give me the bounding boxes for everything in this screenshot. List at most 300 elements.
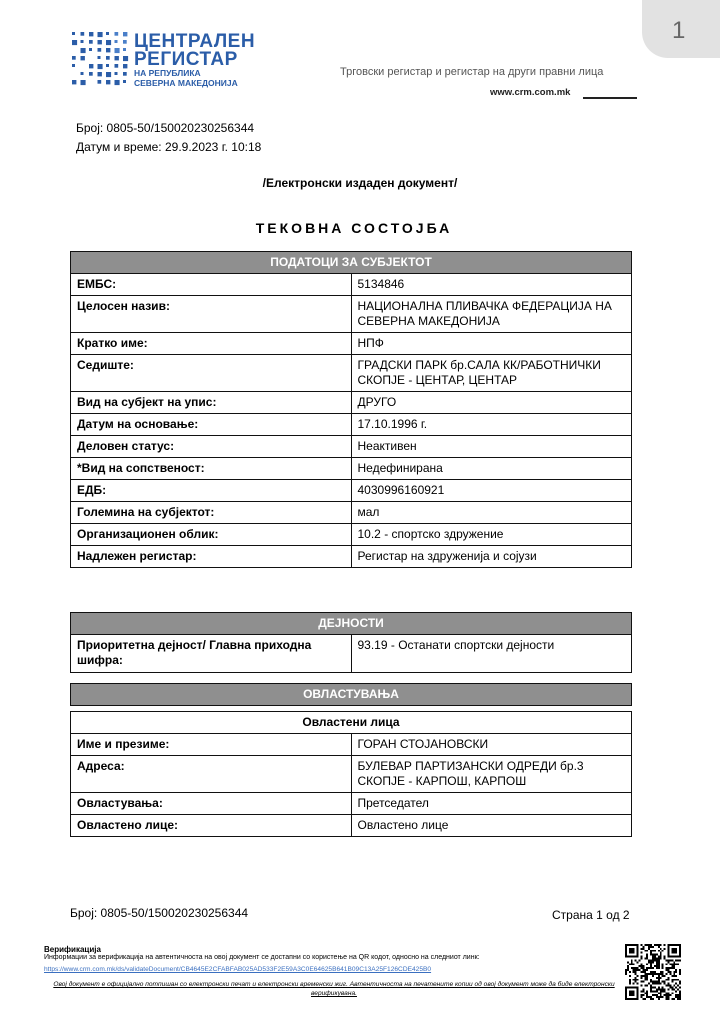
qr-module [650, 950, 652, 952]
verification-link[interactable]: https://www.crm.com.mk/ds/validateDocument/CB4645E2CFABFAB025AD533F2E59A3C0E64625B641B09C13A25F126CDE425B0 [44, 966, 432, 973]
qr-module [667, 961, 669, 963]
qr-module [656, 981, 658, 983]
qr-module [658, 963, 660, 965]
qr-module [654, 971, 656, 973]
qr-module [671, 967, 673, 969]
qr-module [660, 948, 662, 950]
qr-module [652, 981, 654, 983]
qr-module [675, 959, 677, 961]
qr-module [650, 959, 652, 961]
qr-module [660, 973, 662, 975]
qr-module [671, 981, 673, 983]
logo-dot [98, 80, 102, 84]
qr-module [639, 959, 641, 961]
qr-module [648, 946, 650, 948]
qr-module [656, 988, 658, 990]
qr-module [673, 971, 675, 973]
qr-module [656, 963, 658, 965]
qr-module [679, 981, 681, 983]
qr-module [640, 975, 642, 977]
qr-module [629, 983, 631, 985]
qr-module [652, 954, 654, 956]
qr-module [640, 958, 642, 960]
qr-module [629, 981, 631, 983]
qr-module [652, 967, 654, 969]
verification-text: Информации за верификација на автентичноста на овој документ се достапни со користење на QR кодот, односно на следниот линк: [44, 954, 480, 961]
qr-module [644, 944, 646, 946]
qr-module [679, 971, 681, 973]
qr-module [637, 975, 639, 977]
qr-module [662, 981, 664, 983]
qr-module [679, 996, 681, 998]
qr-module [642, 967, 644, 969]
qr-module [667, 967, 669, 969]
qr-module [646, 977, 648, 979]
logo-dot [72, 56, 76, 60]
qr-module [658, 986, 660, 988]
qr-module [644, 973, 646, 975]
qr-module [648, 959, 650, 961]
row-value: ГРАДСКИ ПАРК бр.САЛА КК/РАБОТНИЧКИ СКОПЈЕ - ЦЕНТАР, ЦЕНТАР [351, 355, 632, 392]
row-label: Деловен статус: [71, 436, 352, 458]
qr-module [658, 992, 660, 994]
qr-module [640, 944, 642, 946]
section-header-row [71, 252, 632, 274]
qr-module [640, 990, 642, 992]
table-row [71, 734, 632, 756]
qr-module [656, 958, 658, 960]
row-label: Големина на субјектот: [71, 502, 352, 524]
qr-module [664, 988, 666, 990]
qr-module [656, 967, 658, 969]
section-header: ОВЛАСТУВАЊА [71, 684, 632, 706]
qr-module [633, 971, 635, 973]
qr-module [652, 998, 654, 1000]
qr-module [675, 996, 677, 998]
table-row [71, 333, 632, 355]
row-value: ГОРАН СТОЈАНОВСКИ [351, 734, 632, 756]
table-row [71, 414, 632, 436]
row-label: Седиште: [71, 355, 352, 392]
row-value: ДРУГО [351, 392, 632, 414]
row-value: Регистар на здруженија и сојузи [351, 546, 632, 568]
qr-module [679, 994, 681, 996]
qr-module [660, 958, 662, 960]
qr-module [646, 963, 648, 965]
qr-module [658, 979, 660, 981]
row-value: 93.19 - Останати спортски дејности [351, 635, 632, 673]
table-row [71, 756, 632, 793]
qr-module [640, 981, 642, 983]
qr-module [650, 985, 652, 987]
qr-module [667, 979, 669, 981]
qr-module [648, 973, 650, 975]
qr-module [677, 959, 679, 961]
qr-module [646, 975, 648, 977]
qr-module [631, 959, 633, 961]
logo-dot [81, 56, 85, 60]
qr-module [658, 958, 660, 960]
qr-module [635, 969, 637, 971]
qr-module [666, 992, 668, 994]
qr-module [654, 965, 656, 967]
logo-text-line3: НА РЕПУБЛИКА [134, 68, 201, 78]
qr-module [656, 973, 658, 975]
qr-module [648, 961, 650, 963]
qr-module [673, 963, 675, 965]
qr-module [652, 973, 654, 975]
subject-data-table [70, 251, 632, 568]
qr-module [662, 990, 664, 992]
qr-module [637, 969, 639, 971]
qr-module [642, 988, 644, 990]
table-row [71, 793, 632, 815]
logo-dot [98, 40, 102, 44]
qr-module [658, 959, 660, 961]
qr-module [666, 994, 668, 996]
logo-dot [89, 72, 93, 76]
qr-module [666, 998, 668, 1000]
qr-module [646, 969, 648, 971]
qr-module [646, 954, 648, 956]
logo-dot [98, 48, 102, 52]
logo-dot [106, 32, 109, 35]
qr-module [667, 969, 669, 971]
qr-module [664, 990, 666, 992]
logo-dot [98, 64, 103, 69]
row-label: ЕДБ: [71, 480, 352, 502]
qr-module [658, 950, 660, 952]
qr-module [629, 975, 631, 977]
qr-module [673, 967, 675, 969]
qr-module [679, 969, 681, 971]
qr-module [660, 971, 662, 973]
section-header-row [71, 613, 632, 635]
subsection-header-row [71, 712, 632, 734]
qr-module [675, 971, 677, 973]
qr-module [667, 977, 669, 979]
row-value: БУЛЕВАР ПАРТИЗАНСКИ ОДРЕДИ бр.3 СКОПЈЕ - КАРПОШ, КАРПОШ [351, 756, 632, 793]
electronic-document-note: /Електронски издаден документ/ [262, 176, 458, 190]
qr-module [671, 959, 673, 961]
qr-module [675, 963, 677, 965]
qr-module [662, 973, 664, 975]
qr-module [675, 979, 677, 981]
table-row [71, 458, 632, 480]
qr-module [646, 958, 648, 960]
qr-module [625, 973, 627, 975]
qr-module [667, 992, 669, 994]
logo-dot [115, 72, 118, 75]
qr-module [642, 994, 644, 996]
qr-module [658, 967, 660, 969]
qr-module [652, 983, 654, 985]
activities-table [70, 612, 632, 673]
subsection-header: Овластени лица [71, 712, 632, 734]
qr-module [658, 981, 660, 983]
row-label: Целосен назив: [71, 296, 352, 333]
qr-module [662, 971, 664, 973]
qr-module [646, 973, 648, 975]
logo-text-line2: РЕГИСТАР [134, 49, 238, 70]
qr-module [679, 990, 681, 992]
verification-title: Верификација [44, 945, 101, 954]
qr-module [635, 959, 637, 961]
section-header: ПОДАТОЦИ ЗА СУБЈЕКТОТ [71, 252, 632, 274]
logo-dot [123, 56, 128, 61]
logo-dot [89, 48, 92, 51]
table-row [71, 274, 632, 296]
qr-module [637, 979, 639, 981]
qr-module [639, 965, 641, 967]
qr-module [642, 990, 644, 992]
qr-module [646, 950, 648, 952]
qr-module [650, 986, 652, 988]
row-value: Неактивен [351, 436, 632, 458]
table-row [71, 355, 632, 392]
qr-module [652, 990, 654, 992]
qr-module [644, 992, 646, 994]
qr-module [642, 965, 644, 967]
qr-module [650, 952, 652, 954]
logo-text-line4: СЕВЕРНА МАКЕДОНИЈА [134, 78, 238, 88]
row-label: Кратко име: [71, 333, 352, 355]
qr-module [652, 950, 654, 952]
qr-module [627, 967, 629, 969]
qr-module [666, 959, 668, 961]
qr-module [662, 996, 664, 998]
qr-module [640, 952, 642, 954]
qr-module [650, 963, 652, 965]
qr-module [669, 985, 671, 987]
logo-dot [115, 32, 119, 36]
row-value: Овластено лице [351, 815, 632, 837]
logo-dot [72, 32, 75, 35]
qr-module [650, 988, 652, 990]
row-value: 10.2 - спортско здружение [351, 524, 632, 546]
qr-module [642, 971, 644, 973]
qr-module [640, 971, 642, 973]
logo-dot [106, 80, 110, 84]
qr-module [664, 994, 666, 996]
logo-dot [89, 32, 93, 36]
qr-module [654, 954, 656, 956]
qr-module [646, 985, 648, 987]
row-value: НАЦИОНАЛНА ПЛИВАЧКА ФЕДЕРАЦИЈА НА СЕВЕРНА МАКЕДОНИЈА [351, 296, 632, 333]
qr-module [666, 973, 668, 975]
qr-module [675, 983, 677, 985]
logo-dot [81, 32, 85, 36]
table-row [71, 436, 632, 458]
qr-module [640, 956, 642, 958]
qr-module [673, 998, 675, 1000]
qr-module [646, 994, 648, 996]
qr-module [648, 944, 650, 946]
qr-module [660, 988, 662, 990]
qr-module [644, 950, 646, 952]
qr-module [646, 956, 648, 958]
qr-module [648, 983, 650, 985]
logo-dot [123, 40, 127, 44]
qr-module [637, 967, 639, 969]
qr-module [650, 998, 652, 1000]
qr-module [658, 973, 660, 975]
qr-module [631, 961, 633, 963]
qr-module [667, 959, 669, 961]
qr-module [673, 985, 675, 987]
qr-module [629, 990, 635, 996]
qr-module [671, 986, 673, 988]
row-value: мал [351, 502, 632, 524]
footer-page-indicator: Страна 1 од 2 [552, 908, 630, 922]
qr-module [677, 963, 679, 965]
qr-module [640, 965, 642, 967]
qr-module [660, 952, 662, 954]
qr-module [660, 996, 662, 998]
qr-module [650, 981, 652, 983]
qr-module [667, 985, 669, 987]
qr-module [654, 944, 656, 946]
qr-module [642, 969, 644, 971]
qr-module [677, 979, 679, 981]
qr-module [644, 971, 646, 973]
qr-module [673, 988, 675, 990]
logo-dot [98, 56, 101, 59]
logo-dot [115, 80, 120, 85]
logo-text-line1: ЦЕНТРАЛЕН [134, 31, 256, 52]
qr-module [650, 946, 652, 948]
qr-module [635, 967, 637, 969]
logo-dot [123, 80, 126, 83]
qr-module [637, 983, 639, 985]
logo-dot [106, 72, 111, 77]
qr-module [656, 965, 658, 967]
qr-module [673, 973, 675, 975]
qr-module [654, 973, 656, 975]
qr-module [669, 971, 671, 973]
qr-module [639, 969, 641, 971]
row-label: Овластено лице: [71, 815, 352, 837]
qr-module [640, 985, 642, 987]
qr-module [644, 969, 646, 971]
row-label: Датум на основање: [71, 414, 352, 436]
qr-module [652, 946, 654, 948]
qr-module [658, 956, 660, 958]
qr-module [662, 967, 664, 969]
logo-dot [81, 48, 86, 53]
qr-module [664, 981, 666, 983]
qr-module [677, 988, 679, 990]
qr-module [667, 998, 669, 1000]
row-label: Овластувања: [71, 793, 352, 815]
qr-module [664, 956, 666, 958]
qr-module [669, 986, 671, 988]
qr-module [652, 956, 654, 958]
qr-module [660, 983, 662, 985]
qr-module [660, 944, 662, 946]
qr-module [625, 969, 627, 971]
logo-dot [106, 64, 109, 67]
qr-module [646, 944, 648, 946]
qr-module [656, 994, 658, 996]
logo-dot [123, 32, 127, 36]
qr-module [654, 958, 656, 960]
qr-module [671, 948, 677, 954]
qr-module [640, 948, 642, 950]
qr-module [635, 981, 637, 983]
qr-module [640, 996, 642, 998]
qr-code-icon[interactable] [625, 944, 681, 1000]
qr-module [656, 977, 658, 979]
qr-module [675, 975, 677, 977]
qr-module [654, 983, 656, 985]
qr-module [658, 961, 660, 963]
qr-module [646, 967, 648, 969]
logo-dot [72, 40, 77, 45]
qr-module [627, 969, 629, 971]
qr-module [675, 969, 677, 971]
qr-module [635, 979, 637, 981]
qr-module [648, 967, 650, 969]
logo-dot [98, 72, 102, 76]
qr-module [652, 994, 654, 996]
qr-module [656, 944, 658, 946]
qr-module [640, 963, 642, 965]
qr-module [658, 946, 660, 948]
qr-module [669, 967, 671, 969]
footer-document-number: Број: 0805-50/150020230256344 [70, 906, 249, 920]
qr-module [658, 988, 660, 990]
qr-module [667, 988, 669, 990]
logo-dot [115, 56, 119, 60]
document-number: Број: 0805-50/150020230256344 [76, 121, 255, 135]
qr-module [679, 992, 681, 994]
authorization-rows [71, 734, 632, 837]
table-row [71, 524, 632, 546]
qr-module [671, 979, 673, 981]
qr-module [675, 986, 677, 988]
table-row [71, 546, 632, 568]
qr-module [671, 992, 673, 994]
qr-module [679, 983, 681, 985]
qr-module [660, 954, 662, 956]
qr-module [677, 985, 679, 987]
logo-dot [72, 64, 75, 67]
qr-module [637, 961, 639, 963]
row-label: ЕМБС: [71, 274, 352, 296]
logo-dot [81, 40, 84, 43]
qr-module [669, 973, 671, 975]
qr-module [669, 963, 671, 965]
qr-module [633, 969, 635, 971]
qr-module [662, 950, 664, 952]
document-datetime: Датум и време: 29.9.2023 г. 10:18 [76, 140, 262, 154]
section-header-row [71, 684, 632, 706]
row-value: 5134846 [351, 274, 632, 296]
qr-module [666, 996, 668, 998]
qr-module [662, 963, 664, 965]
qr-module [671, 998, 673, 1000]
logo-dot [115, 40, 118, 43]
logo-dot [72, 80, 76, 84]
qr-module [646, 990, 648, 992]
qr-module [666, 963, 668, 965]
table-row [71, 815, 632, 837]
row-label: *Вид на сопственост: [71, 458, 352, 480]
qr-module [644, 979, 646, 981]
qr-module [650, 965, 652, 967]
header-rule [583, 97, 637, 99]
